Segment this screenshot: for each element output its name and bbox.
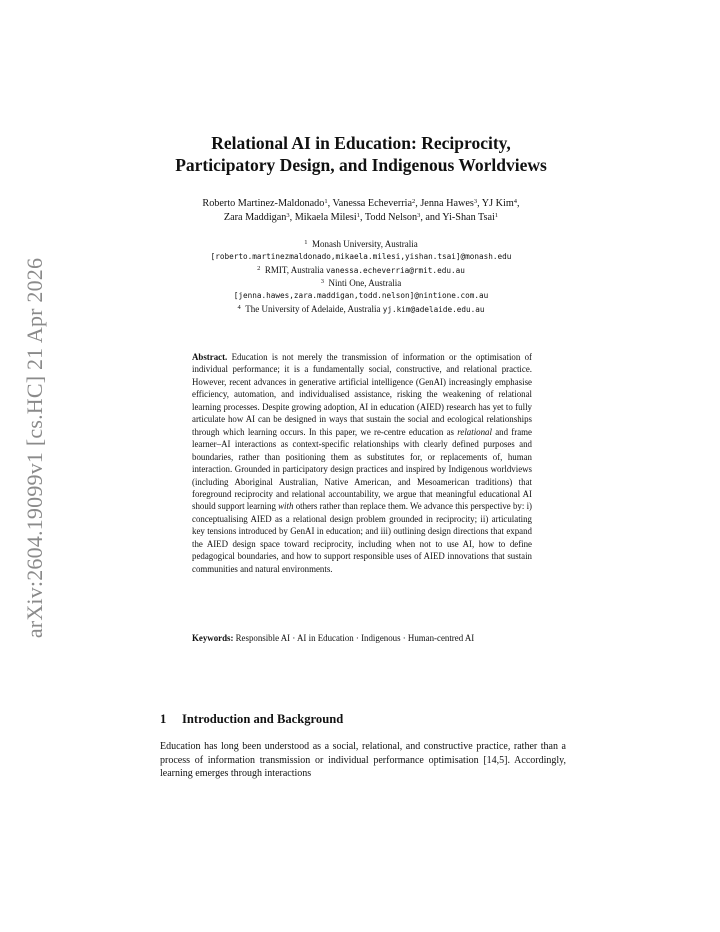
keywords-text: Responsible AI · AI in Education · Indigenous · Human-centred AI (233, 633, 475, 643)
section-heading (160, 711, 570, 727)
affiliation-name: $^2$ RMIT, Australia vanessa.echeverria@rmit.edu.au (257, 264, 465, 275)
affiliation-name: $^4$ The University of Adelaide, Australia yj.kim@adelaide.edu.au (237, 303, 485, 314)
affiliation-email[interactable]: vanessa.echeverria@rmit.edu.au (325, 265, 465, 275)
affiliation-mark: 3 (320, 278, 324, 286)
author-name: Roberto Martinez-Maldonado (202, 198, 325, 209)
author-line-2 (140, 211, 582, 225)
author-affiliation-mark: 3 (473, 198, 478, 205)
section-title: Introduction and Background (182, 712, 344, 726)
author-affiliation-mark: 3 (286, 212, 290, 219)
title-line-2: Participatory Design, and Indigenous Worldviews (175, 155, 547, 175)
author-affiliation-mark: 2 (412, 198, 416, 205)
author-name: , Todd Nelson (359, 212, 418, 223)
paper-title (140, 132, 582, 176)
section-number: 1 (160, 712, 167, 726)
arxiv-identifier-stamp: arXiv:2604.19099v1 [cs.HC] 21 Apr 2026 (22, 257, 47, 639)
author-name: , Vanessa Echeverria (327, 198, 412, 209)
title-line-1: Relational AI in Education: Reciprocity, (211, 133, 511, 153)
affiliation-email[interactable]: yj.kim@adelaide.edu.au (382, 304, 485, 314)
affiliation-mark: 1 (304, 239, 308, 246)
abstract-text: others rather than replace them. We advance this perspective by: i) conceptualising AIED as a relational design problem grounded in reciprocity; ii) articulating key tensions introduced by GenAI in education; and iii) outlining design directions that expand the AIED design space toward reciprocity, including when not to use AI, how to define pedagogical boundaries, and how to support responsible uses of AIED innovations that sustain communities and natural environments. (192, 501, 532, 574)
abstract-text: Education is not merely the transmission of information or the optimisation of individual performance; it is a fundamentally social, constructive, and relational practice. However, recent advances in generative artificial intelligence (GenAI) increasingly emphasise efficiency, automation, and individualised assistance, risking the weakening of relational learning processes. Despite growing adoption, AI in education (AIED) research has yet to fully articulate how AI can be designed in ways that sustain the social and ecological relationships through which learning occurs. In this paper, we re-centre education as (192, 352, 532, 437)
abstract-emphasis: relational (457, 426, 492, 437)
author-affiliation-mark: 1 (324, 198, 328, 205)
affiliation-name: $^3$ Ninti One, Australia (320, 278, 402, 289)
author-name: , Mikaela Milesi (289, 212, 357, 223)
affiliation-mark: 4 (237, 303, 241, 311)
affiliation-email[interactable]: [jenna.hawes,zara.maddigan,todd.nelson]@nintione.com.au (233, 291, 489, 301)
author-affiliation-mark: 4 (513, 198, 518, 205)
author-name: , YJ Kim (477, 198, 514, 209)
author-affiliation-mark: 1 (356, 212, 360, 219)
abstract (192, 351, 532, 575)
author-affiliation-mark: 1 (494, 212, 499, 219)
affiliation-email[interactable]: [roberto.martinezmaldonado,mikaela.milesi,yishan.tsai]@monash.edu (210, 251, 512, 261)
abstract-text: and frame learner–AI interactions as context-specific relationships with clearly defined purposes and boundaries, rather than positioning them as substitutes for, or replacements of, human interaction. Grounded in participatory design practices and inspired by Indigenous worldviews (including Aboriginal Australian, Native American, and Mesoamerican traditions) that foreground reciprocity and relational accountability, we argue that meaningful educational AI should support learning (192, 426, 532, 512)
author-separator: , (517, 198, 520, 209)
affiliation-list (140, 238, 582, 317)
author-name: , Jenna Hawes (415, 198, 474, 209)
author-affiliation-mark: 3 (417, 212, 421, 219)
keywords (192, 632, 532, 644)
author-list (140, 197, 582, 225)
section-body-paragraph: Education has long been understood as a social, relational, and constructive practice, rather than a process of information transmission or individual performance optimisation [14,5]. Accordingly, learning emerges through interactions (160, 741, 566, 780)
keywords-label: Keywords: (192, 633, 234, 643)
affiliation-name: $^1$ Monash University, Australia (304, 239, 418, 249)
author-name: , and Yi-Shan Tsai (420, 212, 495, 223)
author-name: Zara Maddigan (223, 212, 287, 223)
author-line-1 (140, 197, 582, 211)
affiliation-mark: 2 (257, 264, 261, 272)
abstract-emphasis: with (278, 501, 294, 512)
abstract-label: Abstract. (192, 352, 228, 362)
